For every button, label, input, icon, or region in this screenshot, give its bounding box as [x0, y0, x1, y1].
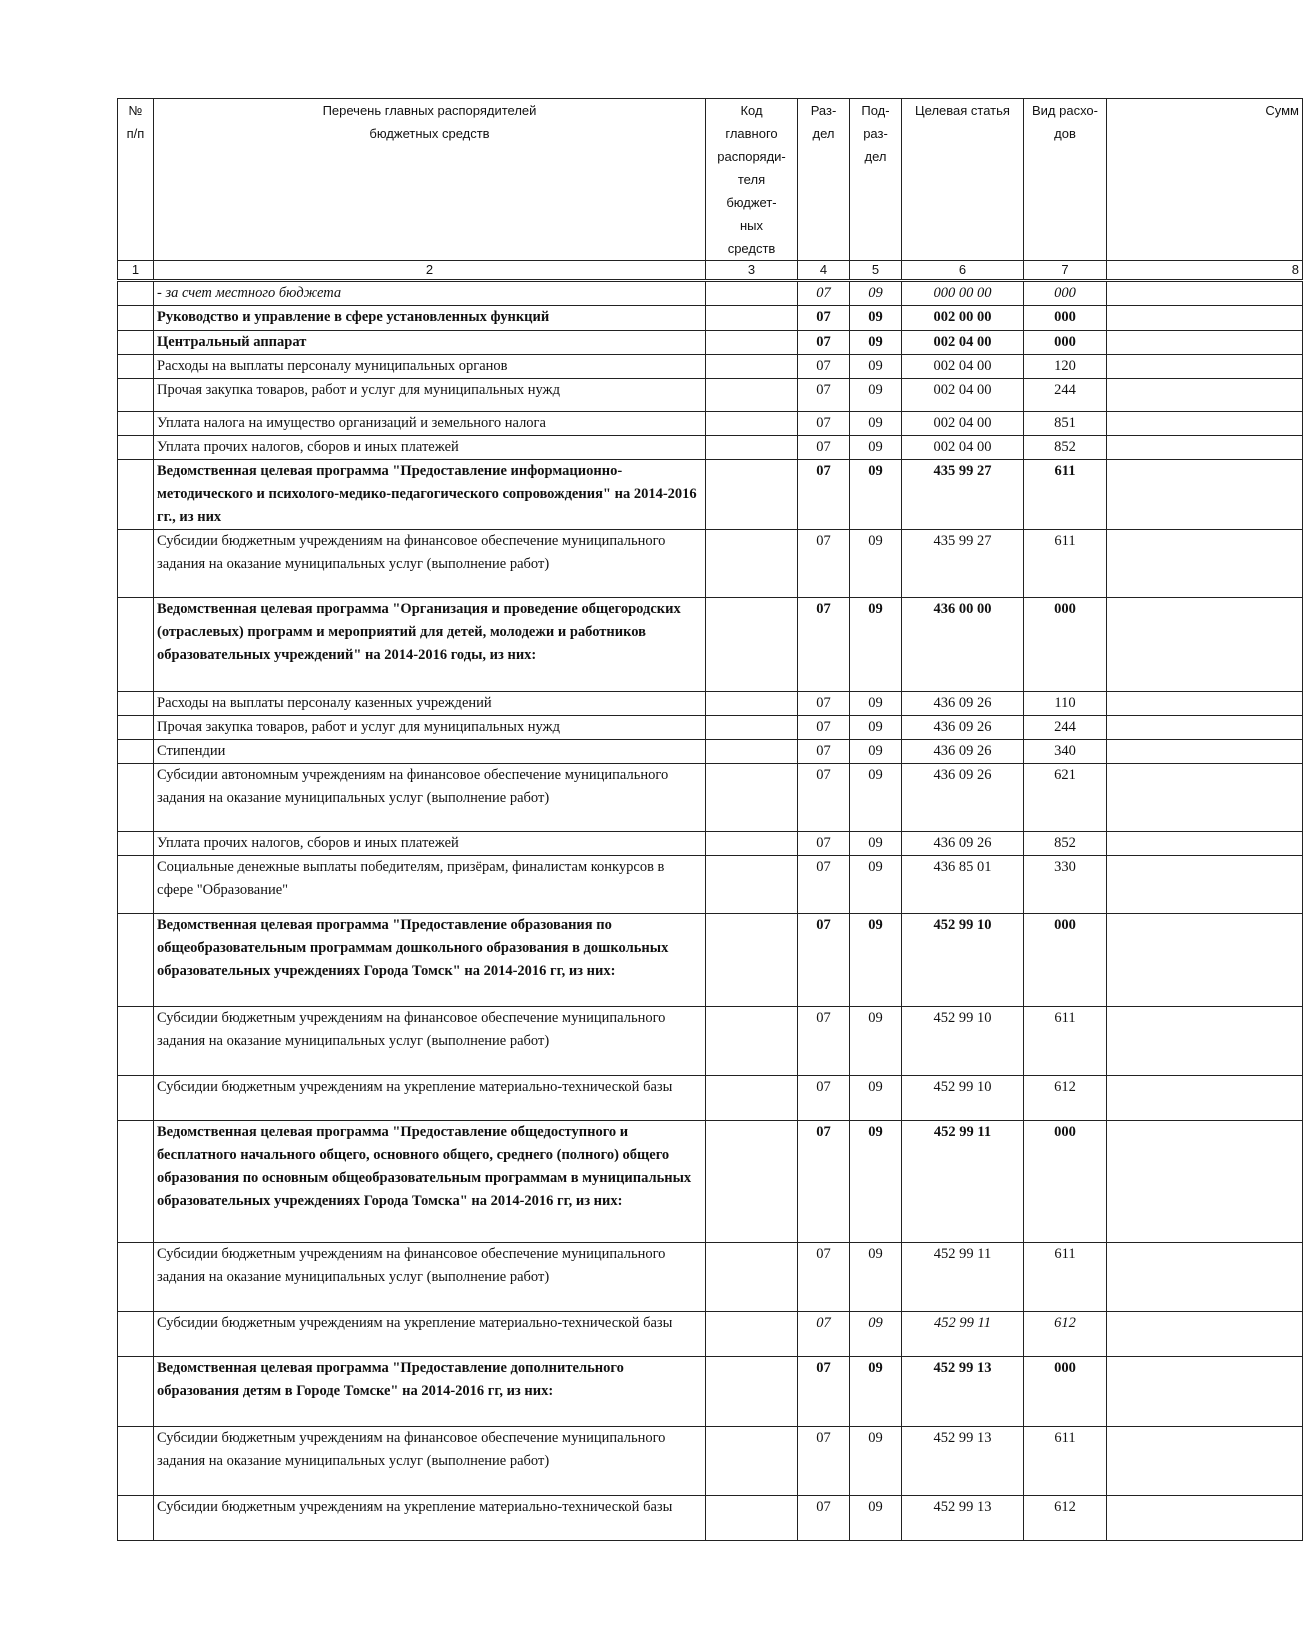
- table-row: [118, 856, 1303, 914]
- row-section: 07: [798, 914, 850, 1007]
- row-subsection: 09: [850, 832, 902, 856]
- table-header-row: [118, 99, 1303, 261]
- row-name: Субсидии бюджетным учреждениям на укрепление материально-технической базы: [154, 1312, 706, 1357]
- table-row: [118, 692, 1303, 716]
- row-code: [706, 331, 798, 355]
- row-code: [706, 436, 798, 460]
- row-name: Субсидии бюджетным учреждениям на финансовое обеспечение муниципального задания на оказание муниципальных услуг (выполнение работ): [154, 530, 706, 598]
- column-number: 4: [798, 261, 850, 281]
- row-type: 000: [1024, 1357, 1107, 1427]
- row-name: Расходы на выплаты персоналу казенных учреждений: [154, 692, 706, 716]
- table-row: [118, 1121, 1303, 1243]
- row-code: [706, 914, 798, 1007]
- column-number: 8: [1107, 261, 1303, 281]
- row-subsection: 09: [850, 1427, 902, 1496]
- header-sum: Сумм: [1107, 99, 1303, 261]
- row-target: 000 00 00: [902, 281, 1024, 306]
- row-subsection: 09: [850, 1076, 902, 1121]
- row-section: 07: [798, 460, 850, 530]
- table-row: [118, 1076, 1303, 1121]
- row-section: 07: [798, 331, 850, 355]
- row-code: [706, 281, 798, 306]
- row-type: 000: [1024, 306, 1107, 331]
- row-section: 07: [798, 764, 850, 832]
- row-sum: [1107, 1427, 1303, 1496]
- row-target: 002 04 00: [902, 412, 1024, 436]
- row-target: 452 99 11: [902, 1243, 1024, 1312]
- row-section: 07: [798, 1496, 850, 1541]
- row-code: [706, 412, 798, 436]
- row-target: 002 04 00: [902, 379, 1024, 412]
- row-subsection: 09: [850, 1312, 902, 1357]
- row-name: Социальные денежные выплаты победителям, призёрам, финалистам конкурсов в сфере "Образование": [154, 856, 706, 914]
- row-sum: [1107, 856, 1303, 914]
- row-target: 436 00 00: [902, 598, 1024, 692]
- row-target: 435 99 27: [902, 460, 1024, 530]
- row-number-cell: [118, 764, 154, 832]
- row-code: [706, 1121, 798, 1243]
- table-row: [118, 832, 1303, 856]
- row-name: Субсидии бюджетным учреждениям на финансовое обеспечение муниципального задания на оказание муниципальных услуг (выполнение работ): [154, 1007, 706, 1076]
- row-number-cell: [118, 1121, 154, 1243]
- row-target: 452 99 13: [902, 1357, 1024, 1427]
- table-row: [118, 914, 1303, 1007]
- header-number: № п/п: [118, 99, 154, 261]
- header-section: Раз- дел: [798, 99, 850, 261]
- row-name: Уплата прочих налогов, сборов и иных платежей: [154, 832, 706, 856]
- row-subsection: 09: [850, 412, 902, 436]
- row-subsection: 09: [850, 692, 902, 716]
- row-section: 07: [798, 379, 850, 412]
- row-code: [706, 530, 798, 598]
- row-name: Ведомственная целевая программа "Предоставление информационно-методического и психолого-медико-педагогического сопровождения" на 2014-2016 гг., из них: [154, 460, 706, 530]
- row-sum: [1107, 1243, 1303, 1312]
- row-section: 07: [798, 832, 850, 856]
- row-section: 07: [798, 412, 850, 436]
- row-code: [706, 1243, 798, 1312]
- row-section: 07: [798, 281, 850, 306]
- row-sum: [1107, 355, 1303, 379]
- row-sum: [1107, 598, 1303, 692]
- row-subsection: 09: [850, 764, 902, 832]
- row-number-cell: [118, 412, 154, 436]
- row-sum: [1107, 740, 1303, 764]
- header-code: Код главного распоряди- теля бюджет- ных средств: [706, 99, 798, 261]
- row-type: 611: [1024, 460, 1107, 530]
- row-subsection: 09: [850, 436, 902, 460]
- column-number: 6: [902, 261, 1024, 281]
- row-section: 07: [798, 692, 850, 716]
- row-number-cell: [118, 1243, 154, 1312]
- row-code: [706, 1076, 798, 1121]
- row-section: 07: [798, 306, 850, 331]
- row-sum: [1107, 460, 1303, 530]
- row-subsection: 09: [850, 914, 902, 1007]
- row-name: Расходы на выплаты персоналу муниципальных органов: [154, 355, 706, 379]
- row-subsection: 09: [850, 1243, 902, 1312]
- row-target: 436 09 26: [902, 740, 1024, 764]
- row-subsection: 09: [850, 331, 902, 355]
- row-subsection: 09: [850, 598, 902, 692]
- row-name: Ведомственная целевая программа "Предоставление образования по общеобразовательным программам дошкольного образования в дошкольных образовательных учреждениях Города Томск" на 2014-2016 гг, из них:: [154, 914, 706, 1007]
- table-row: [118, 598, 1303, 692]
- row-name: Уплата налога на имущество организаций и земельного налога: [154, 412, 706, 436]
- row-target: 002 00 00: [902, 306, 1024, 331]
- row-sum: [1107, 530, 1303, 598]
- row-type: 244: [1024, 379, 1107, 412]
- row-section: 07: [798, 598, 850, 692]
- row-subsection: 09: [850, 1121, 902, 1243]
- row-number-cell: [118, 530, 154, 598]
- row-name: Субсидии бюджетным учреждениям на укрепление материально-технической базы: [154, 1496, 706, 1541]
- row-number-cell: [118, 281, 154, 306]
- row-type: 000: [1024, 281, 1107, 306]
- row-sum: [1107, 1496, 1303, 1541]
- row-section: 07: [798, 1007, 850, 1076]
- row-type: 612: [1024, 1312, 1107, 1357]
- row-subsection: 09: [850, 281, 902, 306]
- row-sum: [1107, 281, 1303, 306]
- row-type: 330: [1024, 856, 1107, 914]
- row-number-cell: [118, 331, 154, 355]
- row-sum: [1107, 436, 1303, 460]
- row-subsection: 09: [850, 716, 902, 740]
- row-code: [706, 1357, 798, 1427]
- row-code: [706, 692, 798, 716]
- row-sum: [1107, 1121, 1303, 1243]
- row-section: 07: [798, 856, 850, 914]
- row-number-cell: [118, 460, 154, 530]
- row-number-cell: [118, 1427, 154, 1496]
- row-target: 436 09 26: [902, 716, 1024, 740]
- row-name: Стипендии: [154, 740, 706, 764]
- row-section: 07: [798, 530, 850, 598]
- row-type: 851: [1024, 412, 1107, 436]
- row-number-cell: [118, 598, 154, 692]
- row-target: 436 85 01: [902, 856, 1024, 914]
- column-number: 2: [154, 261, 706, 281]
- row-type: 611: [1024, 1243, 1107, 1312]
- column-number-row: [118, 261, 1303, 281]
- row-section: 07: [798, 716, 850, 740]
- row-type: 852: [1024, 832, 1107, 856]
- row-target: 452 99 13: [902, 1427, 1024, 1496]
- row-target: 452 99 11: [902, 1121, 1024, 1243]
- row-type: 621: [1024, 764, 1107, 832]
- row-sum: [1107, 1357, 1303, 1427]
- row-name: Уплата прочих налогов, сборов и иных платежей: [154, 436, 706, 460]
- row-number-cell: [118, 1357, 154, 1427]
- row-name: Центральный аппарат: [154, 331, 706, 355]
- row-type: 000: [1024, 598, 1107, 692]
- row-target: 002 04 00: [902, 331, 1024, 355]
- row-sum: [1107, 379, 1303, 412]
- row-number-cell: [118, 1007, 154, 1076]
- row-sum: [1107, 1007, 1303, 1076]
- row-target: 452 99 13: [902, 1496, 1024, 1541]
- budget-table: [117, 98, 1303, 1541]
- row-name: - за счет местного бюджета: [154, 281, 706, 306]
- row-section: 07: [798, 436, 850, 460]
- row-type: 110: [1024, 692, 1107, 716]
- table-row: [118, 1496, 1303, 1541]
- row-type: 000: [1024, 1121, 1107, 1243]
- row-code: [706, 1427, 798, 1496]
- header-subsection: Под- раз- дел: [850, 99, 902, 261]
- column-number: 5: [850, 261, 902, 281]
- row-number-cell: [118, 856, 154, 914]
- row-sum: [1107, 1312, 1303, 1357]
- row-sum: [1107, 306, 1303, 331]
- row-section: 07: [798, 1357, 850, 1427]
- row-sum: [1107, 412, 1303, 436]
- row-code: [706, 716, 798, 740]
- table-row: [118, 530, 1303, 598]
- row-code: [706, 355, 798, 379]
- column-number: 3: [706, 261, 798, 281]
- row-subsection: 09: [850, 460, 902, 530]
- row-number-cell: [118, 306, 154, 331]
- row-target: 436 09 26: [902, 764, 1024, 832]
- row-target: 436 09 26: [902, 832, 1024, 856]
- row-code: [706, 856, 798, 914]
- row-target: 436 09 26: [902, 692, 1024, 716]
- row-name: Субсидии бюджетным учреждениям на финансовое обеспечение муниципального задания на оказание муниципальных услуг (выполнение работ): [154, 1243, 706, 1312]
- row-sum: [1107, 692, 1303, 716]
- row-type: 612: [1024, 1496, 1107, 1541]
- row-type: 611: [1024, 1007, 1107, 1076]
- row-number-cell: [118, 1076, 154, 1121]
- table-row: [118, 716, 1303, 740]
- row-type: 852: [1024, 436, 1107, 460]
- row-subsection: 09: [850, 530, 902, 598]
- header-name: Перечень главных распорядителей бюджетных средств: [154, 99, 706, 261]
- table-row: [118, 306, 1303, 331]
- row-subsection: 09: [850, 1496, 902, 1541]
- table-row: [118, 281, 1303, 306]
- column-number: 7: [1024, 261, 1107, 281]
- header-type: Вид расхо- дов: [1024, 99, 1107, 261]
- table-row: [118, 740, 1303, 764]
- row-target: 452 99 10: [902, 1007, 1024, 1076]
- header-target: Целевая статья: [902, 99, 1024, 261]
- row-code: [706, 1312, 798, 1357]
- table-row: [118, 1243, 1303, 1312]
- row-target: 452 99 10: [902, 1076, 1024, 1121]
- row-sum: [1107, 716, 1303, 740]
- row-name: Субсидии автономным учреждениям на финансовое обеспечение муниципального задания на оказание муниципальных услуг (выполнение работ): [154, 764, 706, 832]
- row-number-cell: [118, 1496, 154, 1541]
- row-code: [706, 832, 798, 856]
- table-row: [118, 412, 1303, 436]
- row-number-cell: [118, 914, 154, 1007]
- table-row: [118, 764, 1303, 832]
- row-section: 07: [798, 1427, 850, 1496]
- row-sum: [1107, 832, 1303, 856]
- row-number-cell: [118, 1312, 154, 1357]
- row-name: Ведомственная целевая программа "Предоставление общедоступного и бесплатного начального общего, основного общего, среднего (полного) общего образования по основным общеобразовательным программам в муниципальных образовательных учреждениях Города Томска" на 2014-2016 гг, из них:: [154, 1121, 706, 1243]
- row-name: Ведомственная целевая программа "Предоставление дополнительного образования детям в Городе Томске" на 2014-2016 гг, из них:: [154, 1357, 706, 1427]
- row-name: Руководство и управление в сфере установленных функций: [154, 306, 706, 331]
- row-type: 000: [1024, 914, 1107, 1007]
- row-number-cell: [118, 740, 154, 764]
- row-subsection: 09: [850, 1357, 902, 1427]
- row-type: 611: [1024, 1427, 1107, 1496]
- row-target: 452 99 10: [902, 914, 1024, 1007]
- row-type: 612: [1024, 1076, 1107, 1121]
- row-number-cell: [118, 436, 154, 460]
- table-row: [118, 355, 1303, 379]
- row-sum: [1107, 764, 1303, 832]
- row-sum: [1107, 331, 1303, 355]
- row-name: Субсидии бюджетным учреждениям на финансовое обеспечение муниципального задания на оказание муниципальных услуг (выполнение работ): [154, 1427, 706, 1496]
- table-row: [118, 331, 1303, 355]
- row-section: 07: [798, 1312, 850, 1357]
- row-section: 07: [798, 740, 850, 764]
- row-target: 002 04 00: [902, 355, 1024, 379]
- table-row: [118, 1427, 1303, 1496]
- row-number-cell: [118, 716, 154, 740]
- row-section: 07: [798, 1076, 850, 1121]
- table-row: [118, 436, 1303, 460]
- row-code: [706, 764, 798, 832]
- row-section: 07: [798, 355, 850, 379]
- row-name: Прочая закупка товаров, работ и услуг для муниципальных нужд: [154, 379, 706, 412]
- row-code: [706, 460, 798, 530]
- row-code: [706, 740, 798, 764]
- table-row: [118, 460, 1303, 530]
- row-number-cell: [118, 355, 154, 379]
- row-subsection: 09: [850, 306, 902, 331]
- row-code: [706, 379, 798, 412]
- row-subsection: 09: [850, 1007, 902, 1076]
- row-sum: [1107, 914, 1303, 1007]
- row-type: 120: [1024, 355, 1107, 379]
- row-section: 07: [798, 1121, 850, 1243]
- table-row: [118, 1007, 1303, 1076]
- row-type: 244: [1024, 716, 1107, 740]
- row-name: Прочая закупка товаров, работ и услуг для муниципальных нужд: [154, 716, 706, 740]
- row-subsection: 09: [850, 856, 902, 914]
- row-sum: [1107, 1076, 1303, 1121]
- table-row: [118, 379, 1303, 412]
- row-code: [706, 1007, 798, 1076]
- row-name: Субсидии бюджетным учреждениям на укрепление материально-технической базы: [154, 1076, 706, 1121]
- row-subsection: 09: [850, 379, 902, 412]
- row-number-cell: [118, 832, 154, 856]
- row-number-cell: [118, 379, 154, 412]
- row-name: Ведомственная целевая программа "Организация и проведение общегородских (отраслевых) программ и мероприятий для детей, молодежи и работников образовательных учреждений" на 2014-2016 годы, из них:: [154, 598, 706, 692]
- row-target: 452 99 11: [902, 1312, 1024, 1357]
- table-row: [118, 1357, 1303, 1427]
- row-code: [706, 1496, 798, 1541]
- row-target: 002 04 00: [902, 436, 1024, 460]
- row-section: 07: [798, 1243, 850, 1312]
- row-type: 611: [1024, 530, 1107, 598]
- row-code: [706, 306, 798, 331]
- row-number-cell: [118, 692, 154, 716]
- row-target: 435 99 27: [902, 530, 1024, 598]
- row-subsection: 09: [850, 355, 902, 379]
- row-type: 000: [1024, 331, 1107, 355]
- column-number: 1: [118, 261, 154, 281]
- table-row: [118, 1312, 1303, 1357]
- row-type: 340: [1024, 740, 1107, 764]
- row-code: [706, 598, 798, 692]
- row-subsection: 09: [850, 740, 902, 764]
